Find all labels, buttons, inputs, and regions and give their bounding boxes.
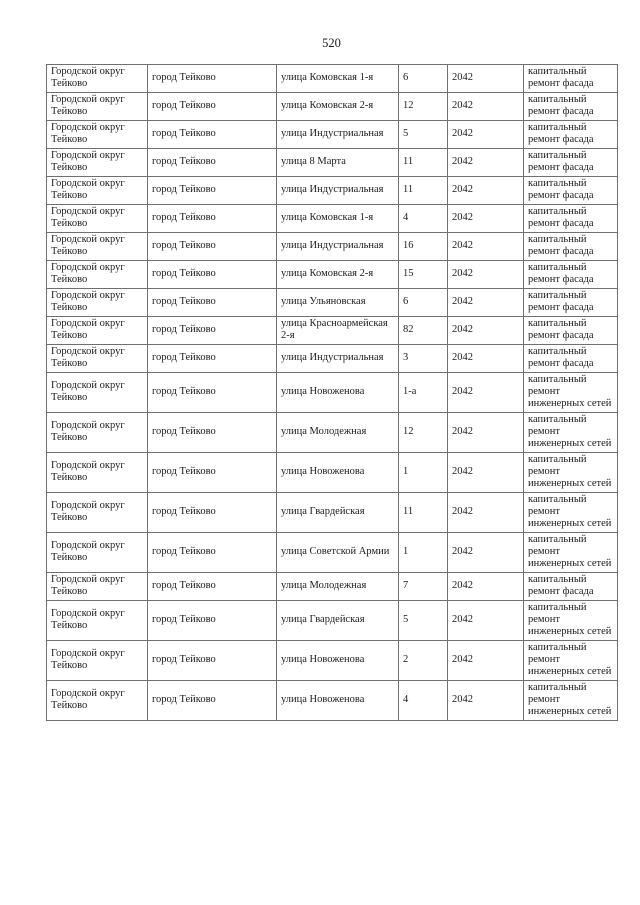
cell-city: город Тейково: [148, 413, 277, 453]
table-row: [47, 373, 618, 413]
cell-year: 2042: [448, 641, 524, 681]
table-row: [47, 205, 618, 233]
table-row: [47, 149, 618, 177]
cell-municipality: Городской округ Тейково: [47, 533, 148, 573]
cell-work-type: капитальный ремонт фасада: [524, 93, 618, 121]
cell-house-number: 5: [399, 601, 448, 641]
cell-work-type: капитальный ремонт инженерных сетей: [524, 601, 618, 641]
cell-house-number: 4: [399, 205, 448, 233]
cell-house-number: 1: [399, 453, 448, 493]
cell-work-type: капитальный ремонт фасада: [524, 345, 618, 373]
cell-house-number: 7: [399, 573, 448, 601]
cell-municipality: Городской округ Тейково: [47, 601, 148, 641]
cell-work-type: капитальный ремонт фасада: [524, 205, 618, 233]
cell-year: 2042: [448, 289, 524, 317]
cell-municipality: Городской округ Тейково: [47, 641, 148, 681]
cell-municipality: Городской округ Тейково: [47, 121, 148, 149]
table-row: [47, 289, 618, 317]
cell-house-number: 12: [399, 413, 448, 453]
cell-year: 2042: [448, 413, 524, 453]
cell-city: город Тейково: [148, 681, 277, 721]
cell-city: город Тейково: [148, 121, 277, 149]
cell-city: город Тейково: [148, 261, 277, 289]
cell-city: город Тейково: [148, 205, 277, 233]
cell-house-number: 6: [399, 289, 448, 317]
cell-city: город Тейково: [148, 317, 277, 345]
cell-work-type: капитальный ремонт фасада: [524, 261, 618, 289]
cell-work-type: капитальный ремонт фасада: [524, 65, 618, 93]
cell-house-number: 3: [399, 345, 448, 373]
cell-year: 2042: [448, 261, 524, 289]
cell-house-number: 5: [399, 121, 448, 149]
cell-city: город Тейково: [148, 149, 277, 177]
cell-municipality: Городской округ Тейково: [47, 345, 148, 373]
cell-year: 2042: [448, 373, 524, 413]
table-row: [47, 493, 618, 533]
cell-work-type: капитальный ремонт фасада: [524, 317, 618, 345]
cell-street: улица Советской Армии: [277, 533, 399, 573]
table-row: [47, 65, 618, 93]
cell-municipality: Городской округ Тейково: [47, 453, 148, 493]
cell-work-type: капитальный ремонт фасада: [524, 289, 618, 317]
cell-city: город Тейково: [148, 493, 277, 533]
table-row: [47, 177, 618, 205]
cell-municipality: Городской округ Тейково: [47, 317, 148, 345]
cell-year: 2042: [448, 573, 524, 601]
table-row: [47, 93, 618, 121]
cell-municipality: Городской округ Тейково: [47, 493, 148, 533]
cell-street: улица Индустриальная: [277, 177, 399, 205]
cell-street: улица Новоженова: [277, 373, 399, 413]
cell-city: город Тейково: [148, 233, 277, 261]
cell-street: улица Гвардейская: [277, 493, 399, 533]
cell-year: 2042: [448, 65, 524, 93]
cell-municipality: Городской округ Тейково: [47, 573, 148, 601]
cell-city: город Тейково: [148, 177, 277, 205]
table-row: [47, 317, 618, 345]
cell-street: улица Новоженова: [277, 681, 399, 721]
cell-year: 2042: [448, 345, 524, 373]
cell-year: 2042: [448, 533, 524, 573]
cell-municipality: Городской округ Тейково: [47, 413, 148, 453]
cell-city: город Тейково: [148, 373, 277, 413]
cell-work-type: капитальный ремонт инженерных сетей: [524, 453, 618, 493]
cell-street: улица Комовская 2-я: [277, 261, 399, 289]
cell-house-number: 1: [399, 533, 448, 573]
table-row: [47, 681, 618, 721]
cell-municipality: Городской округ Тейково: [47, 65, 148, 93]
cell-municipality: Городской округ Тейково: [47, 177, 148, 205]
cell-work-type: капитальный ремонт инженерных сетей: [524, 493, 618, 533]
cell-year: 2042: [448, 121, 524, 149]
cell-house-number: 2: [399, 641, 448, 681]
cell-work-type: капитальный ремонт фасада: [524, 121, 618, 149]
cell-year: 2042: [448, 493, 524, 533]
cell-house-number: 11: [399, 149, 448, 177]
cell-house-number: 12: [399, 93, 448, 121]
table-row: [47, 121, 618, 149]
cell-street: улица Индустриальная: [277, 345, 399, 373]
cell-street: улица Комовская 1-я: [277, 65, 399, 93]
cell-municipality: Городской округ Тейково: [47, 93, 148, 121]
cell-year: 2042: [448, 453, 524, 493]
cell-work-type: капитальный ремонт фасада: [524, 149, 618, 177]
cell-work-type: капитальный ремонт инженерных сетей: [524, 641, 618, 681]
cell-municipality: Городской округ Тейково: [47, 261, 148, 289]
cell-house-number: 1-а: [399, 373, 448, 413]
capital-repair-schedule-table: [46, 64, 618, 721]
cell-work-type: капитальный ремонт инженерных сетей: [524, 533, 618, 573]
cell-year: 2042: [448, 601, 524, 641]
table-row: [47, 233, 618, 261]
cell-house-number: 11: [399, 177, 448, 205]
cell-municipality: Городской округ Тейково: [47, 233, 148, 261]
table-row: [47, 573, 618, 601]
cell-municipality: Городской округ Тейково: [47, 681, 148, 721]
cell-house-number: 15: [399, 261, 448, 289]
cell-street: улица Комовская 2-я: [277, 93, 399, 121]
cell-house-number: 82: [399, 317, 448, 345]
cell-year: 2042: [448, 317, 524, 345]
cell-city: город Тейково: [148, 453, 277, 493]
cell-work-type: капитальный ремонт фасада: [524, 233, 618, 261]
cell-work-type: капитальный ремонт инженерных сетей: [524, 413, 618, 453]
cell-city: город Тейково: [148, 289, 277, 317]
cell-work-type: капитальный ремонт фасада: [524, 177, 618, 205]
cell-year: 2042: [448, 149, 524, 177]
cell-year: 2042: [448, 233, 524, 261]
cell-house-number: 16: [399, 233, 448, 261]
cell-street: улица Комовская 1-я: [277, 205, 399, 233]
cell-municipality: Городской округ Тейково: [47, 289, 148, 317]
cell-street: улица Красноармейская 2-я: [277, 317, 399, 345]
cell-house-number: 11: [399, 493, 448, 533]
cell-work-type: капитальный ремонт инженерных сетей: [524, 681, 618, 721]
cell-year: 2042: [448, 205, 524, 233]
cell-work-type: капитальный ремонт фасада: [524, 573, 618, 601]
cell-municipality: Городской округ Тейково: [47, 205, 148, 233]
cell-house-number: 4: [399, 681, 448, 721]
cell-street: улица Ульяновская: [277, 289, 399, 317]
table-row: [47, 413, 618, 453]
cell-house-number: 6: [399, 65, 448, 93]
table-body: [47, 65, 618, 721]
cell-street: улица Молодежная: [277, 573, 399, 601]
table-row: [47, 641, 618, 681]
cell-city: город Тейково: [148, 641, 277, 681]
cell-year: 2042: [448, 177, 524, 205]
cell-street: улица Индустриальная: [277, 233, 399, 261]
table-row: [47, 533, 618, 573]
cell-municipality: Городской округ Тейково: [47, 373, 148, 413]
cell-street: улица Гвардейская: [277, 601, 399, 641]
page-number: 520: [322, 36, 341, 50]
cell-city: город Тейково: [148, 601, 277, 641]
cell-city: город Тейково: [148, 65, 277, 93]
cell-city: город Тейково: [148, 93, 277, 121]
table-row: [47, 601, 618, 641]
cell-street: улица Новоженова: [277, 641, 399, 681]
cell-year: 2042: [448, 681, 524, 721]
table-row: [47, 453, 618, 493]
cell-city: город Тейково: [148, 533, 277, 573]
cell-street: улица Молодежная: [277, 413, 399, 453]
table-row: [47, 345, 618, 373]
cell-street: улица Индустриальная: [277, 121, 399, 149]
cell-work-type: капитальный ремонт инженерных сетей: [524, 373, 618, 413]
cell-city: город Тейково: [148, 573, 277, 601]
cell-street: улица Новоженова: [277, 453, 399, 493]
cell-municipality: Городской округ Тейково: [47, 149, 148, 177]
cell-city: город Тейково: [148, 345, 277, 373]
cell-year: 2042: [448, 93, 524, 121]
cell-street: улица 8 Марта: [277, 149, 399, 177]
table-row: [47, 261, 618, 289]
